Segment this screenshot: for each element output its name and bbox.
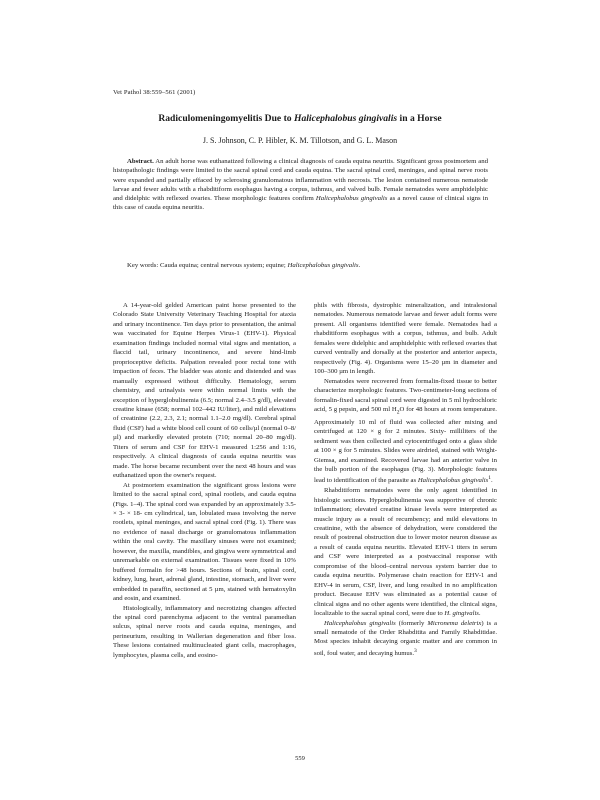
page-number: 559 — [295, 755, 305, 762]
body-paragraph: At postmortem examination the significant gross lesions were limited to the sacral spinal cord, spinal rootlets, and cauda equina (Figs. 1–4). The spinal cord was expanded by an approximately 3.5- × 3- × 18- cm cylindrical, tan, lobulated mass involving the nerve rootlets, spinal meninges, and sacral spinal cord (Fig. 1). There was no evidence of nasal discharge or granulomatous inflammation within the oral cavity. The maxillary sinuses were not examined; however, the maxilla, mandibles, and gingiva were symmetrical and unremarkable on external examination. Tissues were fixed in 10% buffered formalin for >48 hours. Sections of brain, spinal cord, kidney, lung, heart, adrenal gland, intestine, stomach, and liver were embedded in paraffin, sectioned at 5 µm, stained with hematoxylin and eosin, and examined. — [113, 481, 296, 603]
body-column-right — [314, 301, 497, 659]
body-text: Nematodes were recovered from formalin-fixed tissue to better characterize morphologic features. Two-centimeter-long sections of formalin-fixed sacral spinal cord were digested in 5 ml hydrochloric acid, 5 g pepsin, and 500 ml H — [314, 377, 497, 413]
keywords-label: Key words: — [127, 262, 159, 269]
body-text: ) is a small nematode of the Order Rhabditita and Family Rhabditidae. Most species inhabit decaying organic matter and are common in soil, foul water, and decaying humus. — [314, 619, 498, 658]
body-column-left — [113, 301, 296, 660]
species-name: Halicephalobus gingivalis — [417, 477, 489, 485]
body-paragraph: phils with fibrosis, dystrophic mineralization, and intralesional nematodes. Numerous nematode larvae and fewer adult forms were present. All organisms identified were female. Nematodes had a rhabditiform esophagus with a corpus, isthmus, and bulb. Adult females were didelphic and amphidelphic with reflexed ovaries that curved ventrally and dorsally at the posterior and anterior aspects, respectively (Fig. 4). Organisms were 15–20 µm in diameter and 100–300 µm in length. — [314, 302, 497, 376]
species-name: Micronema deletrix — [427, 619, 482, 627]
abstract-species: Halicephalobus gingivalis — [315, 195, 388, 203]
title-species: Halicephalobus gingivalis — [293, 113, 398, 124]
body-text: . — [478, 610, 481, 618]
author-list: J. S. Johnson, C. P. Hibler, K. M. Tillotson, and G. L. Mason — [202, 136, 398, 145]
subscript: 2 — [396, 409, 400, 416]
title-suffix: in a Horse — [397, 113, 442, 124]
title-prefix: Radiculomeningomyelitis Due to — [158, 113, 294, 124]
article-title — [60, 113, 540, 124]
body-text: (formerly — [395, 619, 428, 627]
body-paragraph — [314, 377, 497, 487]
species-name: H. gingivalis — [444, 610, 479, 618]
body-text: O for 48 hours at room temperature. Approximately 10 ml of fluid was collected after mixing and centrifuged at 120 × g for 2 minutes. Sixty- milliliters of the sediment was then collected and cytocentrifuged onto a glass slide at 100 × g for 5 minutes. Slides were airdried, stained with Wright-Giemsa, and examined. Recovered larvae had an anterior valve in the bulb portion of the esophagus (Fig. 3). Morphologic features lead to identification of the parasite as — [314, 405, 497, 485]
abstract-text-end: as a novel cause of clinical signs in this case of cauda equina neuritis. — [113, 195, 488, 212]
body-text: Rhabditiform nematodes were the only agent identified in histologic sections. Hyperglobulinemia was supportive of chronic inflammation; elevated creatine kinase levels were interpreted as muscle injury as a result of recumbency; and mild elevations in creatinine, with the absence of dehydration, were considered the result of postrenal obstruction due to lower motor neuron disease as a result of cauda equina neuritis. Elevated EHV-1 titers in serum and CSF were interpreted as a postvaccinal response with compromise of the blood–central nervous system barrier due to cauda equina neuritis. Polymerase chain reaction for EHV-1 and EHV-4 in serum, CSF, liver, and lung resulted in no amplification product. Because EHV was eliminated as a potential cause of clinical signs and no other agents were identified, the clinical signs, localizable to the sacral spinal cord, were due to — [314, 487, 497, 618]
citation-marker: 1 — [488, 475, 492, 482]
body-paragraph: Histologically, inflammatory and necrotizing changes affected the spinal cord parenchyma adjacent to the ventral paramedian sulcus, spinal nerve roots and cauda equina, meninges, and perineurium, resulting in Wallerian degeneration and fiber loss. These lesions contained multinucleated giant cells, macrophages, lymphocytes, plasma cells, and eosino- — [113, 604, 296, 659]
abstract-text: An adult horse was euthanatized following a clinical diagnosis of cauda equina neuritis. Significant gross postmortem and histopathologic findings were limited to the sacral spinal cord and cauda equina. The sacral spinal cord, meninges, and spinal nerve roots were expanded and partially effaced by sclerosing granulomatous inflammation with necrosis. The lesion contained numerous nematode larvae and fewer adults with a rhabditiform esophagus having a corpus, isthmus, and valved bulb. Female nematodes were amphidelphic and didelphic with reflexed ovaries. These morphologic features confirm — [113, 158, 488, 203]
body-paragraph — [314, 619, 497, 659]
species-name: Halicephalobus gingivalis — [324, 619, 396, 627]
keywords-end: . — [358, 262, 361, 269]
body-text: . — [491, 477, 493, 485]
body-paragraph — [314, 486, 497, 618]
citation-marker: 3 — [414, 647, 417, 654]
keywords-species: Halicephalobus gingivalis — [287, 262, 359, 269]
abstract — [113, 157, 488, 213]
journal-reference: Vet Pathol 38:559–561 (2001) — [113, 89, 196, 96]
keywords — [113, 262, 488, 269]
body-paragraph: A 14-year-old gelded American paint horse presented to the Colorado State University Veterinary Teaching Hospital for ataxia and urinary incontinence. Ten days prior to presentation, the animal was vaccinated for Equine Herpes Virus-1 (EHV-1). Physical examination findings included normal vital signs and mentation, a flaccid tail, urinary incontinence, and severe hind-limb proprioceptive deficits. Palpation revealed poor rectal tone with impaction of feces. The bladder was atonic and distended and was manually expressed without difficulty. Hematology, serum chemistry, and urinalysis were within normal limits with the exception of hyperglobulinemia (6.5; normal 2.4–3.5 g/dl), elevated creatine kinase (658; normal 102–442 IU/liter), and mild elevations of creatinine (2.2, 2.3, 2.1; normal 1.1–2.0 mg/dl). Cerebral spinal fluid (CSF) had a white blood cell count of 60 cells/µl (normal 0–8/µl) and markedly elevated protein (710; normal 20–80 mg/dl). Titers of serum and CSF for EHV-1 measured 1:256 and 1:16, respectively. A clinical diagnosis of cauda equina neuritis was made. The horse became recumbent over the next 48 hours and was euthanatized upon the owner's request. — [113, 302, 296, 480]
keywords-text: Cauda equina; central nervous system; equine; — [158, 262, 288, 269]
abstract-label: Abstract. — [127, 158, 154, 165]
